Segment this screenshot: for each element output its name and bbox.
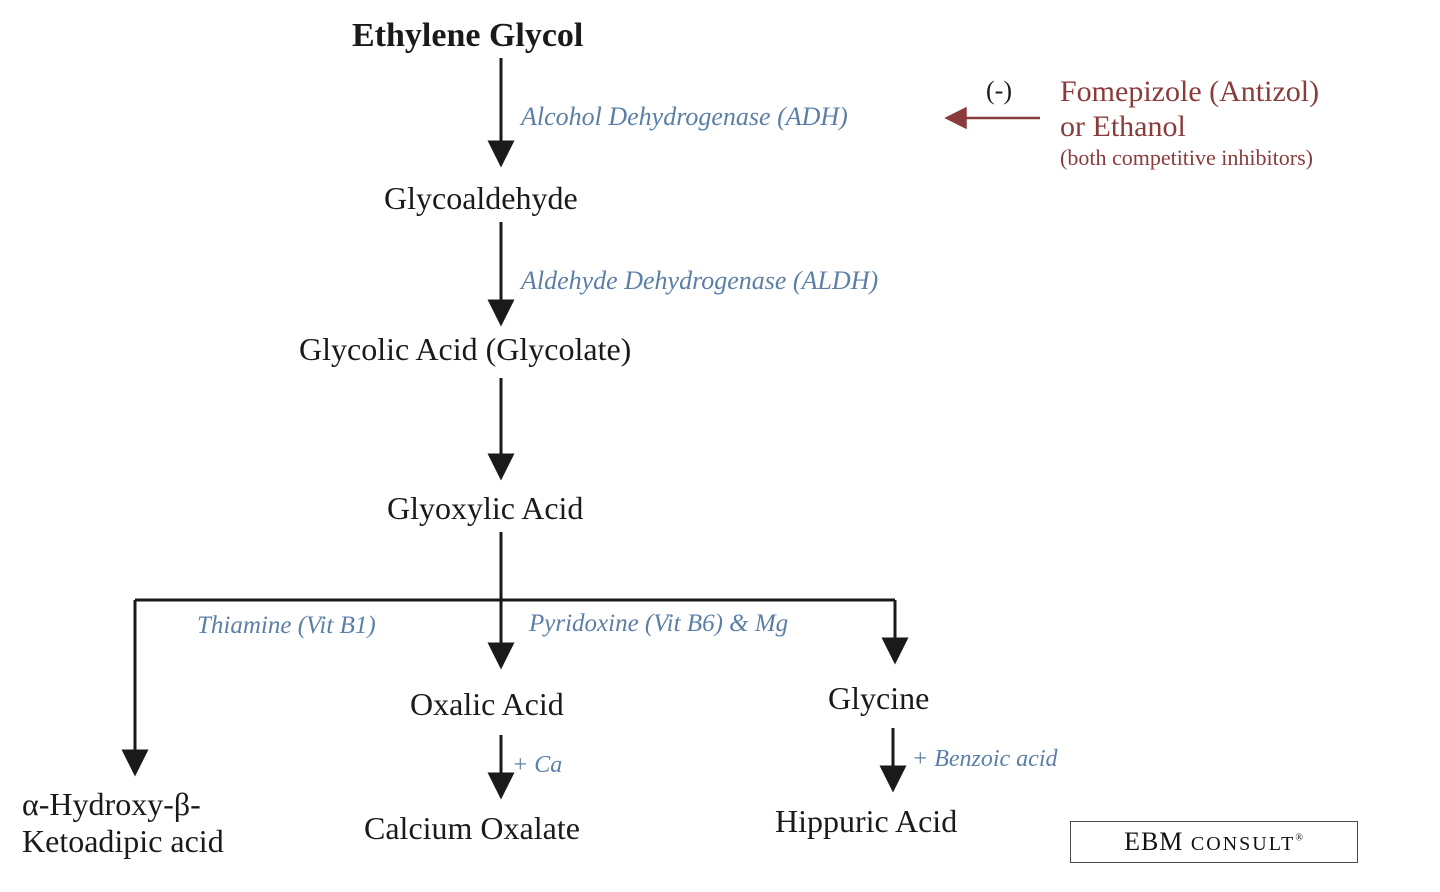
inhibitor-line-2: or Ethanol <box>1060 110 1186 144</box>
ebm-consult-logo <box>1070 821 1358 863</box>
node-hippuric-acid: Hippuric Acid <box>775 803 958 839</box>
enzyme-label-pyridoxine: Pyridoxine (Vit B6) & Mg <box>529 610 789 637</box>
node-ethylene-glycol: Ethylene Glycol <box>352 17 584 54</box>
logo-registered: ® <box>1295 832 1304 844</box>
node-glyoxylic-acid: Glyoxylic Acid <box>387 490 584 526</box>
enzyme-label-aldh: Aldehyde Dehydrogenase (ALDH) <box>521 266 879 295</box>
inhibitor-label <box>1060 74 1319 171</box>
node-hydroxy-ketoadipic-acid <box>22 786 224 860</box>
logo-primary: EBM <box>1124 827 1184 856</box>
inhibitor-note: (both competitive inhibitors) <box>1060 144 1313 170</box>
node-glycine: Glycine <box>828 680 930 716</box>
enzyme-label-thiamine: Thiamine (Vit B1) <box>197 612 376 639</box>
enzyme-label-plus-ca: + Ca <box>512 752 563 778</box>
enzyme-label-adh: Alcohol Dehydrogenase (ADH) <box>521 102 848 131</box>
node-calcium-oxalate: Calcium Oxalate <box>364 810 580 846</box>
inhibition-minus-sign: (-) <box>986 76 1012 105</box>
inhibitor-line-1: Fomepizole (Antizol) <box>1060 75 1320 108</box>
node-oxalic-acid: Oxalic Acid <box>410 686 564 722</box>
logo-text <box>1124 827 1304 857</box>
enzyme-label-plus-benzoic: + Benzoic acid <box>912 746 1058 772</box>
node-hydroxy-ketoadipic-line-1: α-Hydroxy-β- <box>22 786 201 822</box>
logo-secondary: CONSULT <box>1190 833 1296 855</box>
node-hydroxy-ketoadipic-line-2: Ketoadipic acid <box>22 822 224 859</box>
node-glycoaldehyde: Glycoaldehyde <box>384 180 578 216</box>
node-glycolic-acid: Glycolic Acid (Glycolate) <box>299 331 632 367</box>
